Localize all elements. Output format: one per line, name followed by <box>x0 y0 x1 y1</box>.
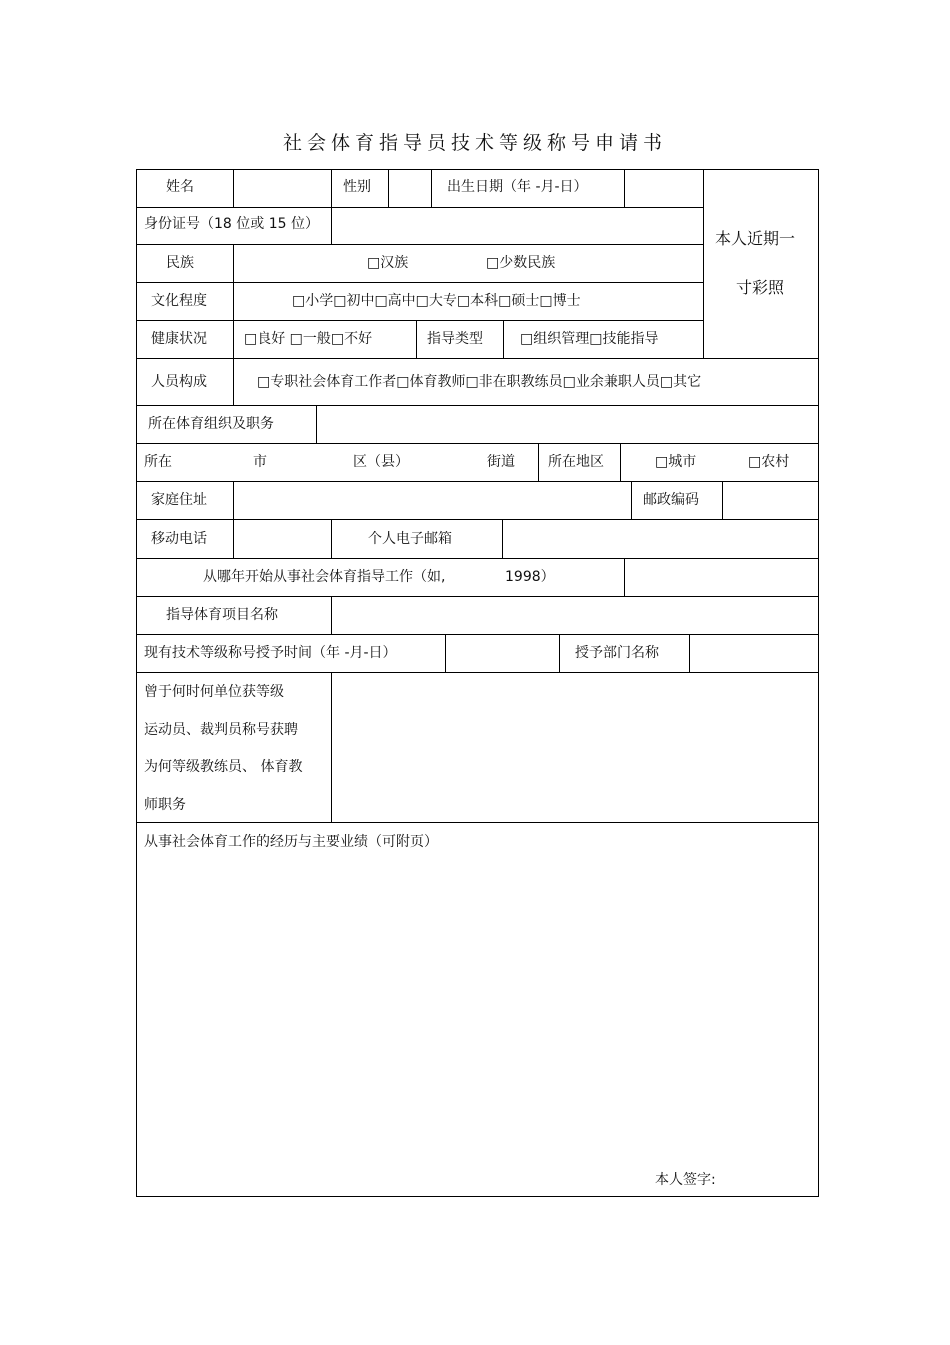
col-divider <box>416 320 417 358</box>
location-prefix: 所在 <box>144 454 172 470</box>
sport-project-label: 指导体育项目名称 <box>166 607 278 623</box>
col-divider <box>559 634 560 672</box>
col-divider <box>703 169 704 358</box>
col-divider <box>624 558 625 596</box>
row-divider <box>136 634 819 635</box>
col-divider <box>689 634 690 672</box>
col-divider <box>431 169 432 207</box>
row-divider <box>136 244 703 245</box>
history-line: 曾于何时何单位获等级 <box>144 684 284 700</box>
composition-label: 人员构成 <box>151 374 207 390</box>
location-street: 街道 <box>487 454 515 470</box>
row-divider <box>136 822 819 823</box>
guide-type-options[interactable]: □组织管理□技能指导 <box>520 331 659 347</box>
row-divider <box>136 519 819 520</box>
organization-label: 所在体育组织及职务 <box>148 416 274 432</box>
ethnicity-label: 民族 <box>166 255 194 271</box>
col-divider <box>331 519 332 558</box>
history-line: 为何等级教练员、 体育教 <box>144 759 303 775</box>
page-title: 社会体育指导员技术等级称号申请书 <box>282 132 667 154</box>
email-label: 个人电子邮箱 <box>368 531 452 547</box>
col-divider <box>620 443 621 481</box>
education-label: 文化程度 <box>151 293 207 309</box>
postcode-label: 邮政编码 <box>643 492 699 508</box>
col-divider <box>445 634 446 672</box>
location-city: 市 <box>253 454 267 470</box>
id-number-label: 身份证号（18 位或 15 位） <box>144 216 319 232</box>
health-options[interactable]: □良好 □一般□不好 <box>244 331 373 347</box>
row-divider <box>136 405 819 406</box>
col-divider <box>233 519 234 558</box>
ethnicity-han-option[interactable]: □汉族 <box>367 255 409 271</box>
history-line: 师职务 <box>144 797 186 813</box>
row-divider <box>136 282 703 283</box>
birth-date-label: 出生日期（年 -月-日） <box>447 179 588 195</box>
start-year-label: 从哪年开始从事社会体育指导工作（如, <box>203 569 446 585</box>
col-divider <box>331 207 332 244</box>
col-divider <box>233 481 234 519</box>
col-divider <box>388 169 389 207</box>
photo-placeholder-line1: 本人近期一 <box>715 229 796 248</box>
gender-label: 性别 <box>343 179 371 195</box>
row-divider <box>136 207 703 208</box>
name-label: 姓名 <box>166 179 194 195</box>
col-divider <box>503 320 504 358</box>
signature-label: 本人签字: <box>655 1172 716 1188</box>
col-divider <box>331 672 332 822</box>
row-divider <box>136 596 819 597</box>
health-label: 健康状况 <box>151 331 207 347</box>
grant-department-label: 授予部门名称 <box>575 645 659 661</box>
guide-type-label: 指导类型 <box>427 331 483 347</box>
col-divider <box>316 405 317 443</box>
history-line: 运动员、裁判员称号获聘 <box>144 722 298 738</box>
composition-options[interactable]: □专职社会体育工作者□体育教师□非在职教练员□业余兼职人员□其它 <box>257 374 702 390</box>
col-divider <box>502 519 503 558</box>
location-district: 区（县） <box>353 454 409 470</box>
col-divider <box>722 481 723 519</box>
row-divider <box>136 358 819 359</box>
grant-time-label: 现有技术等级称号授予时间（年 -月-日） <box>144 645 397 661</box>
education-options[interactable]: □小学□初中□高中□大专□本科□硕士□博士 <box>292 293 581 309</box>
area-label: 所在地区 <box>548 454 604 470</box>
experience-label: 从事社会体育工作的经历与主要业绩（可附页） <box>144 834 438 850</box>
mobile-label: 移动电话 <box>151 531 207 547</box>
col-divider <box>233 244 234 358</box>
col-divider <box>233 169 234 207</box>
area-rural-option[interactable]: □农村 <box>748 454 790 470</box>
col-divider <box>331 596 332 634</box>
col-divider <box>233 358 234 405</box>
ethnicity-minority-option[interactable]: □少数民族 <box>486 255 556 271</box>
col-divider <box>624 169 625 207</box>
col-divider <box>331 169 332 207</box>
row-divider <box>136 558 819 559</box>
col-divider <box>631 481 632 519</box>
photo-placeholder-line2: 寸彩照 <box>736 278 785 297</box>
row-divider <box>136 320 703 321</box>
area-city-option[interactable]: □城市 <box>655 454 697 470</box>
col-divider <box>538 443 539 481</box>
row-divider <box>136 672 819 673</box>
row-divider <box>136 481 819 482</box>
row-divider <box>136 443 819 444</box>
address-label: 家庭住址 <box>151 492 207 508</box>
start-year-example: 1998） <box>505 569 555 585</box>
